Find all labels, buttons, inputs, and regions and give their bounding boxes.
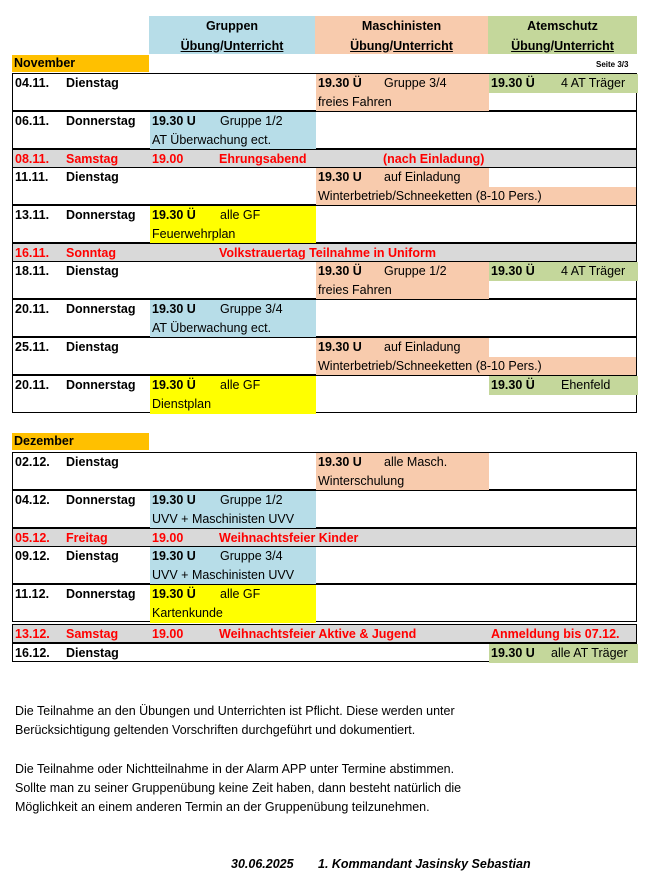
schedule-row — [12, 584, 637, 622]
gruppen-text: Gruppe 3/4 — [220, 549, 283, 563]
gruppen-time: 19.30 Ü — [152, 208, 196, 222]
header-atem-title: Atemschutz — [527, 19, 598, 33]
row-date: 04.11. — [15, 76, 50, 90]
schedule-row — [12, 528, 637, 547]
masch-time: 19.30 Ü — [318, 264, 362, 278]
row-day: Dienstag — [66, 76, 119, 90]
schedule-row — [12, 167, 637, 205]
atem-text: 4 AT Träger — [561, 264, 626, 278]
row-day: Dienstag — [66, 646, 119, 660]
row-date: 11.11. — [15, 170, 49, 184]
schedule-row — [12, 490, 637, 528]
row-date: 05.12. — [15, 531, 50, 545]
row-day: Sonntag — [66, 246, 116, 260]
masch-time: 19.30 U — [318, 170, 362, 184]
event-title: Weihnachtsfeier Kinder — [219, 531, 359, 545]
masch-detail: freies Fahren — [318, 95, 392, 109]
note-pflicht-1: Die Teilnahme an den Übungen und Unterrichten ist Pflicht. Diese werden unter — [15, 704, 455, 718]
gruppen-text: Gruppe 3/4 — [220, 302, 283, 316]
month-november: November — [12, 55, 149, 72]
gruppen-detail: Feuerwehrplan — [152, 227, 236, 241]
schedule-row — [12, 624, 637, 643]
atem-text: alle AT Träger — [551, 646, 628, 660]
schedule-row — [12, 205, 637, 243]
atem-time: 19.30 Ü — [491, 264, 535, 278]
row-day: Dienstag — [66, 264, 119, 278]
masch-detail: Winterbetrieb/Schneeketten (8-10 Pers.) — [318, 189, 542, 203]
masch-text: alle Masch. — [384, 455, 448, 469]
row-day: Dienstag — [66, 549, 119, 563]
atem-text: 4 AT Träger — [561, 76, 626, 90]
row-day: Donnerstag — [66, 587, 136, 601]
row-date: 20.11. — [15, 378, 50, 392]
header-gruppen-title: Gruppen — [205, 19, 259, 33]
gruppen-detail: Dienstplan — [152, 397, 212, 411]
row-date: 16.12. — [15, 646, 50, 660]
header-maschinisten — [315, 16, 488, 54]
row-day: Donnerstag — [66, 114, 136, 128]
atem-time: 19.30 Ü — [491, 378, 535, 392]
schedule-row — [12, 111, 637, 149]
row-date: 08.11. — [15, 152, 50, 166]
note-app-3: Möglichkeit an einem anderen Termin an der Gruppenübung teilzunehmen. — [15, 800, 430, 814]
schedule-row — [12, 261, 637, 299]
row-day: Donnerstag — [66, 493, 136, 507]
row-date: 04.12. — [15, 493, 50, 507]
masch-text: Gruppe 1/2 — [384, 264, 447, 278]
row-date: 25.11. — [15, 340, 50, 354]
note-app-1: Die Teilnahme oder Nichtteilnahme in der Alarm APP unter Termine abstimmen. — [15, 762, 455, 776]
row-date: 20.11. — [15, 302, 50, 316]
atem-time: 19.30 U — [491, 646, 535, 660]
gruppen-time: 19.30 Ü — [152, 378, 196, 392]
masch-time: 19.30 Ü — [318, 76, 362, 90]
event-note: (nach Einladung) — [383, 152, 485, 166]
event-title: Weihnachtsfeier Aktive & Jugend — [219, 627, 417, 641]
schedule-row — [12, 452, 637, 490]
header-gruppen — [149, 16, 315, 54]
row-date: 13.12. — [15, 627, 50, 641]
schedule-row — [12, 243, 637, 262]
row-day: Donnerstag — [66, 378, 136, 392]
header-masch-title: Maschinisten — [361, 19, 442, 33]
gruppen-text: alle GF — [220, 587, 261, 601]
row-day: Freitag — [66, 531, 108, 545]
gruppen-time: 19.30 U — [152, 493, 196, 507]
gruppen-time: 19.30 U — [152, 549, 196, 563]
event-time: 19.00 — [152, 152, 184, 166]
schedule-row — [12, 375, 637, 413]
header-atemschutz — [488, 16, 637, 54]
row-date: 06.11. — [15, 114, 50, 128]
row-date: 18.11. — [15, 264, 50, 278]
row-day: Donnerstag — [66, 208, 136, 222]
masch-time: 19.30 U — [318, 340, 362, 354]
gruppen-text: alle GF — [220, 378, 261, 392]
masch-detail: freies Fahren — [318, 283, 392, 297]
page-number: Seite 3/3 — [596, 60, 629, 69]
masch-detail: Winterschulung — [318, 474, 405, 488]
schedule-row — [12, 546, 637, 584]
atem-text: Ehenfeld — [561, 378, 611, 392]
schedule-row — [12, 643, 637, 662]
event-title: Ehrungsabend — [219, 152, 307, 166]
event-time: 19.00 — [152, 531, 184, 545]
masch-text: auf Einladung — [384, 170, 461, 184]
gruppen-time: 19.30 U — [152, 114, 196, 128]
gruppen-text: alle GF — [220, 208, 261, 222]
row-date: 09.12. — [15, 549, 50, 563]
gruppen-detail: UVV + Maschinisten UVV — [152, 512, 295, 526]
signature-date: 30.06.2025 — [231, 857, 294, 871]
note-app-2: Sollte man zu seiner Gruppenübung keine Zeit haben, dann besteht natürlich die — [15, 781, 462, 795]
masch-text: Gruppe 3/4 — [384, 76, 447, 90]
gruppen-detail: AT Überwachung ect. — [152, 133, 272, 147]
header-atem-sub: Übung/Unterricht — [511, 39, 614, 53]
gruppen-detail: AT Überwachung ect. — [152, 321, 272, 335]
month-dezember: Dezember — [12, 433, 149, 450]
masch-detail: Winterbetrieb/Schneeketten (8-10 Pers.) — [318, 359, 542, 373]
row-day: Dienstag — [66, 170, 119, 184]
gruppen-detail: Kartenkunde — [152, 606, 223, 620]
header-gruppen-sub: Übung/Unterricht — [180, 39, 284, 53]
schedule-row — [12, 337, 637, 375]
masch-text: auf Einladung — [384, 340, 461, 354]
signature-name: 1. Kommandant Jasinsky Sebastian — [318, 857, 531, 871]
event-note: Anmeldung bis 07.12. — [491, 627, 620, 641]
row-day: Dienstag — [66, 455, 119, 469]
gruppen-time: 19.30 Ü — [152, 587, 196, 601]
row-day: Samstag — [66, 627, 119, 641]
row-date: 02.12. — [15, 455, 50, 469]
masch-time: 19.30 U — [318, 455, 362, 469]
gruppen-time: 19.30 U — [152, 302, 196, 316]
event-time: 19.00 — [152, 627, 184, 641]
gruppen-text: Gruppe 1/2 — [220, 114, 283, 128]
row-day: Dienstag — [66, 340, 119, 354]
event-title: Volkstrauertag Teilnahme in Uniform — [219, 246, 436, 260]
header-masch-sub: Übung/Unterricht — [350, 39, 453, 53]
row-date: 13.11. — [15, 208, 50, 222]
row-date: 11.12. — [15, 587, 50, 601]
schedule-row — [12, 73, 637, 111]
schedule-row — [12, 299, 637, 337]
note-pflicht-2: Berücksichtigung geltenden Vorschriften durchgeführt und dokumentiert. — [15, 723, 416, 737]
schedule-row — [12, 149, 637, 168]
row-day: Donnerstag — [66, 302, 136, 316]
gruppen-text: Gruppe 1/2 — [220, 493, 283, 507]
atem-time: 19.30 Ü — [491, 76, 535, 90]
row-day: Samstag — [66, 152, 119, 166]
gruppen-detail: UVV + Maschinisten UVV — [152, 568, 295, 582]
row-date: 16.11. — [15, 246, 50, 260]
